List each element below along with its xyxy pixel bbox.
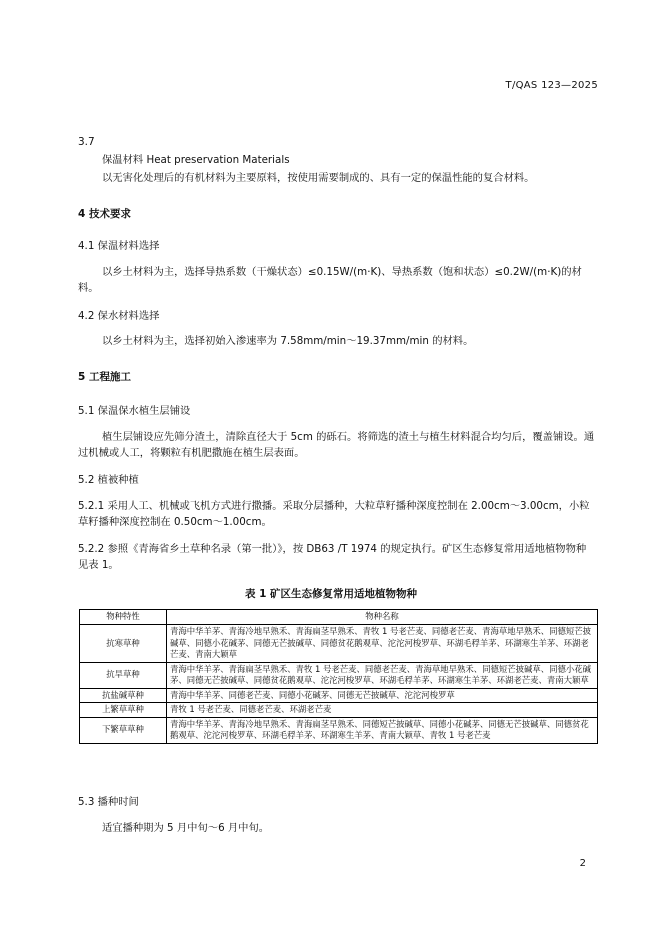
table-1-caption: 表 1 矿区生态修复常用适地植物物种 (244, 588, 418, 600)
section-4-2-text: 以乡土材料为主，选择初始入渗速率为 7.58mm/min～19.37mm/min 的材料。 (102, 335, 474, 347)
section-4-1-heading: 4.1 保温材料选择 (78, 240, 160, 252)
section-3-7-definition: 以无害化处理后的有机材料为主要原料，按使用需要制成的、具有一定的保温性能的复合材料。 (102, 172, 535, 184)
table-cell-species: 青海中华羊茅、同德老芒麦、同德小花碱茅、同德无芒披碱草、沱沱河梭罗草 (167, 688, 598, 703)
species-table (79, 609, 598, 744)
table-cell-species: 青海中华羊茅、青海冷地早熟禾、青海扁茎早熟禾、同德短芒披碱草、同德小花碱茅、同德无芒披碱草、同德贫花鹅观草、沱沱河梭罗草、环湖毛稃羊茅、环湖寒生羊茅、青南大颖草、青牧 1 号老芒麦 (167, 717, 598, 743)
table-cell-trait: 下繁草草种 (80, 717, 167, 743)
section-5-1-text: 植生层铺设应先筛分渣土，清除直径大于 5cm 的砾石。将筛选的渣土与植生材料混合均匀后，覆盖铺设。通过机械或人工，将颗粒有机肥撒施在植生层表面。 (78, 431, 595, 459)
table-cell-species: 青牧 1 号老芒麦、同德老芒麦、环湖老芒麦 (167, 703, 598, 718)
doc-code-header: T/QAS 123—2025 (505, 80, 598, 91)
table-row (80, 625, 598, 663)
section-5-1-heading: 5.1 保温保水植生层铺设 (78, 405, 191, 417)
section-5-3-heading: 5.3 播种时间 (78, 796, 139, 808)
table-cell-species: 青海中华羊茅、青海扁茎早熟禾、青牧 1 号老芒麦、同德老芒麦、青海草地早熟禾、同德短芒披碱草、同德小花碱茅、同德无芒披碱草、同德贫花鹅观草、沱沱河梭罗草、环湖毛稃羊茅、环湖寒生羊茅、环湖老芒麦、青南大颖草 (167, 662, 598, 688)
table-row (80, 703, 598, 718)
section-5-3-text: 适宜播种期为 5 月中旬～6 月中旬。 (102, 822, 270, 834)
table-cell-trait: 上繁草草种 (80, 703, 167, 718)
table-cell-species: 青海中华羊茅、青海冷地早熟禾、青海扁茎早熟禾、青牧 1 号老芒麦、同德老芒麦、青海草地早熟禾、同德短芒披碱草、同德小花碱茅、同德无芒披碱草、同德贫花鹅观草、沱沱河梭罗草、环湖毛稃羊茅、环湖寒生羊茅、环湖老芒麦、青南大颖草 (167, 625, 598, 663)
section-4-1-text: 以乡土材料为主，选择导热系数（干燥状态）≤0.15W/(m·K)、导热系数（饱和状态）≤0.2W/(m·K)的材料。 (78, 266, 582, 294)
section-5-heading: 5 工程施工 (78, 371, 131, 383)
table-cell-trait: 抗寒草种 (80, 625, 167, 663)
section-5-2-heading: 5.2 植被种植 (78, 474, 139, 486)
section-5-2-1-text: 5.2.1 采用人工、机械或飞机方式进行撒播。采取分层播种，大粒草籽播种深度控制在 2.00cm～3.00cm，小粒草籽播种深度控制在 0.50cm～1.00cm。 (78, 500, 590, 528)
table-header-species: 物种名称 (167, 610, 598, 625)
table-row (80, 688, 598, 703)
page-number: 2 (579, 858, 586, 869)
section-4-2-heading: 4.2 保水材料选择 (78, 310, 160, 322)
table-row (80, 717, 598, 743)
table-cell-trait: 抗盐碱草种 (80, 688, 167, 703)
table-header-trait: 物种特性 (80, 610, 167, 625)
table-row (80, 662, 598, 688)
table-cell-trait: 抗旱草种 (80, 662, 167, 688)
section-3-7-term: 保温材料 Heat preservation Materials (102, 154, 290, 166)
section-3-7-number: 3.7 (78, 136, 95, 148)
table-header-row (80, 610, 598, 625)
section-4-heading: 4 技术要求 (78, 208, 131, 220)
section-5-2-2-text: 5.2.2 参照《青海省乡土草种名录（第一批）》，按 DB63 /T 1974 的规定执行。矿区生态修复常用适地植物物种见表 1。 (78, 543, 587, 571)
